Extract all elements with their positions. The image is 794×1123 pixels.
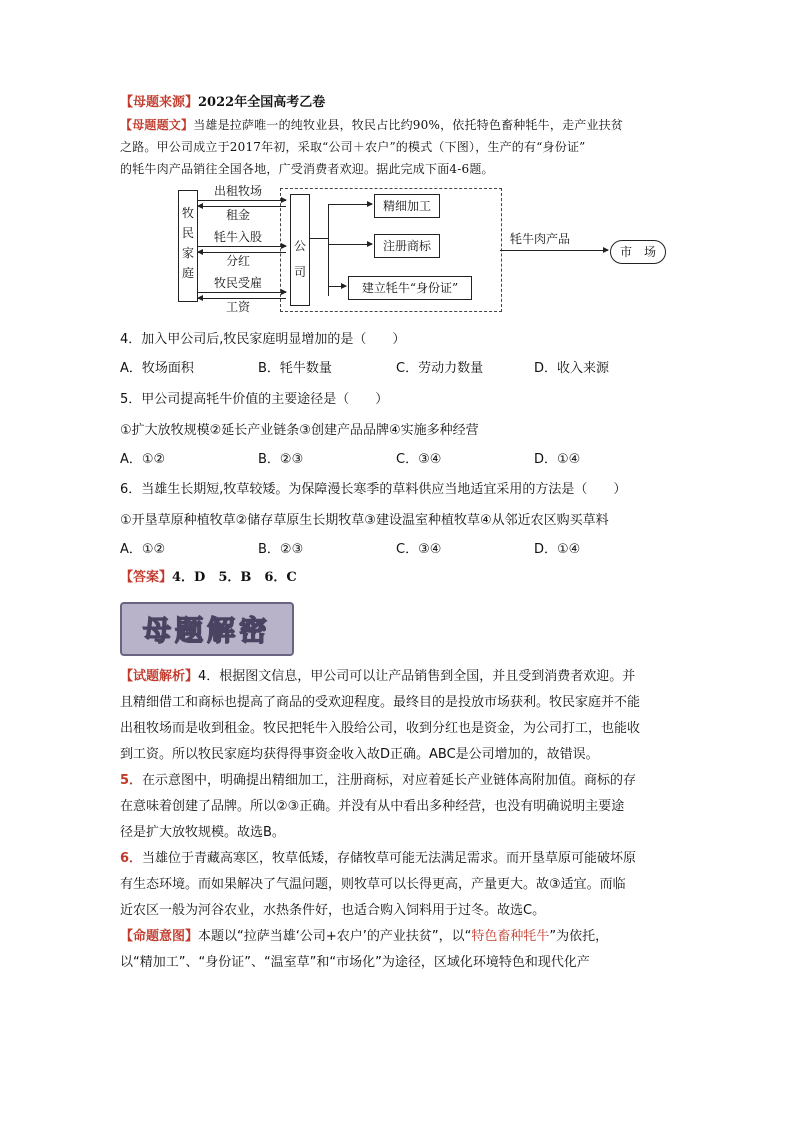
step-fine-processing: 精细加工 [374, 194, 440, 218]
analysis-label: 【试题解析】 [120, 669, 199, 684]
q5-items: ①扩大放牧规模②延长产业链条③创建产品品牌④实施多种经营 [120, 423, 479, 438]
intent-l1: 【命题意图】本题以“拉萨当雄‘公司+农户’的产业扶贫”，以“特色畜种牦牛”为依托， [120, 929, 609, 944]
arrow-to-trademark [328, 244, 372, 245]
stem-label: 【母题题文】 [120, 118, 194, 132]
answer-label: 【答案】 [120, 570, 173, 585]
q5-stem: 5．甲公司提高牦牛价值的主要途径是（ ） [120, 392, 389, 407]
q4-options [120, 354, 680, 384]
q6-options [120, 536, 680, 564]
analysis-section [120, 664, 680, 976]
branch-vertical [328, 204, 329, 296]
q4-option-c[interactable]: C．劳动力数量 [396, 361, 484, 376]
source-label: 【母题来源】 [120, 95, 199, 110]
flow-label-wage: 工资 [226, 300, 251, 314]
company-box: 公 司 [290, 194, 310, 306]
intent-label: 【命题意图】 [120, 929, 199, 944]
analysis-p2-l2: 在意味着创建了品牌。所以②③正确。并没有从中看出多种经营，也没有明确说明主要途 [120, 799, 625, 814]
analysis-p1-l1: 【试题解析】4．根据图文信息，甲公司可以让产品销售到全国，并且受到消费者欢迎。并 [120, 669, 636, 684]
analysis-banner [120, 602, 294, 656]
analysis-p1-l3: 出租牧场而是收到租金。牧民把牦牛入股给公司，收到分红也是资金，为公司打工，也能收 [120, 721, 641, 736]
q4-stem: 4．加入甲公司后,牧民家庭明显增加的是（ ） [120, 332, 406, 347]
step-register-trademark: 注册商标 [374, 234, 440, 258]
arrow-to-id [328, 286, 346, 287]
arrow-rent-pasture [198, 200, 286, 201]
answer-text: 4．D 5．B 6．C [172, 570, 297, 585]
arrow-employment [198, 292, 286, 293]
source-text: 2022年全国高考乙卷 [198, 95, 326, 110]
q5-option-c[interactable]: C．③④ [396, 452, 442, 467]
analysis-p3-l1: 6．当雄位于青藏高寒区，牧草低矮，存储牧草可能无法满足需求。而开垦草原可能破坏原 [120, 851, 637, 866]
arrow-yak-share [198, 246, 286, 247]
analysis-p2-l3: 径是扩大放牧规模。故选B。 [120, 825, 285, 840]
product-label: 牦牛肉产品 [510, 232, 571, 246]
analysis-p2-l1: 5．在示意图中，明确提出精细加工，注册商标，对应着延长产业链体高附加值。商标的存 [120, 773, 637, 788]
stem-line-1: 【母题题文】当雄是拉萨唯一的纯牧业县，牧民占比约90%，依托特色畜种牦牛，走产业扶贫 [120, 118, 624, 132]
analysis-p3-l2: 有生态环境。而如果解决了气温问题，则牧草可以长得更高，产量更大。故③适宜。而临 [120, 877, 626, 892]
q6-option-d[interactable]: D．①④ [534, 542, 581, 557]
intent-l2: 以“精加工”、“身份证”、“温室草”和“市场化”为途径，区域化环境特色和现代化产 [120, 955, 590, 970]
industry-diagram [178, 184, 698, 318]
answer-line [120, 564, 680, 592]
q4-option-b[interactable]: B．牦牛数量 [258, 361, 332, 376]
analysis-banner-text: 母题解密 [142, 614, 271, 647]
flow-label-dividend: 分红 [226, 254, 251, 268]
analysis-p3-l3: 近农区一般为河谷农业，水热条件好，也适合购入饲料用于过冬。故选C。 [120, 903, 546, 918]
analysis-p1-l2: 且精细借工和商标也提高了商品的受欢迎程度。最终目的是投放市场获利。牧民家庭并不能 [120, 695, 641, 710]
q6-option-c[interactable]: C．③④ [396, 542, 442, 557]
q6-option-b[interactable]: B．②③ [258, 542, 304, 557]
arrow-to-market [500, 250, 608, 251]
flow-label-employment: 牧民受雇 [214, 276, 263, 290]
market-box: 市 场 [610, 240, 666, 264]
branch-stem [310, 238, 328, 239]
flow-label-rent-pasture: 出租牧场 [214, 184, 263, 198]
flow-label-rent: 租金 [226, 208, 251, 222]
herder-box: 牧 民 家 庭 [178, 190, 198, 302]
q5-option-b[interactable]: B．②③ [258, 452, 304, 467]
q4-option-d[interactable]: D．收入来源 [534, 361, 610, 376]
q6-items: ①开垦草原种植牧草②储存草原生长期牧草③建设温室种植牧草④从邻近农区购买草料 [120, 513, 609, 528]
q5-option-d[interactable]: D．①④ [534, 452, 581, 467]
step-yak-id: 建立牦牛“身份证” [348, 276, 472, 300]
analysis-p1-l4: 到工资。所以牧民家庭均获得得事资金收入故D正确。ABC是公司增加的，故错误。 [120, 747, 599, 762]
q5-options [120, 446, 680, 474]
stem-line-2: 之路。甲公司成立于2017年初，采取“公司＋农户”的模式（下图），生产的有“身份证” [120, 140, 586, 154]
page-content [120, 92, 680, 976]
arrow-to-processing [328, 204, 372, 205]
stem-line-3: 的牦牛肉产品销往全国各地，广受消费者欢迎。据此完成下面4-6题。 [120, 162, 494, 176]
q5-option-a[interactable]: A．①② [120, 452, 166, 467]
q4-option-a[interactable]: A．牧场面积 [120, 361, 194, 376]
source-line [120, 92, 680, 114]
q6-stem: 6．当雄生长期短,牧草较矮。为保障漫长寒季的草料供应当地适宜采用的方法是（ ） [120, 482, 627, 497]
flow-label-yak-share: 牦牛入股 [214, 230, 263, 244]
q6-option-a[interactable]: A．①② [120, 542, 166, 557]
